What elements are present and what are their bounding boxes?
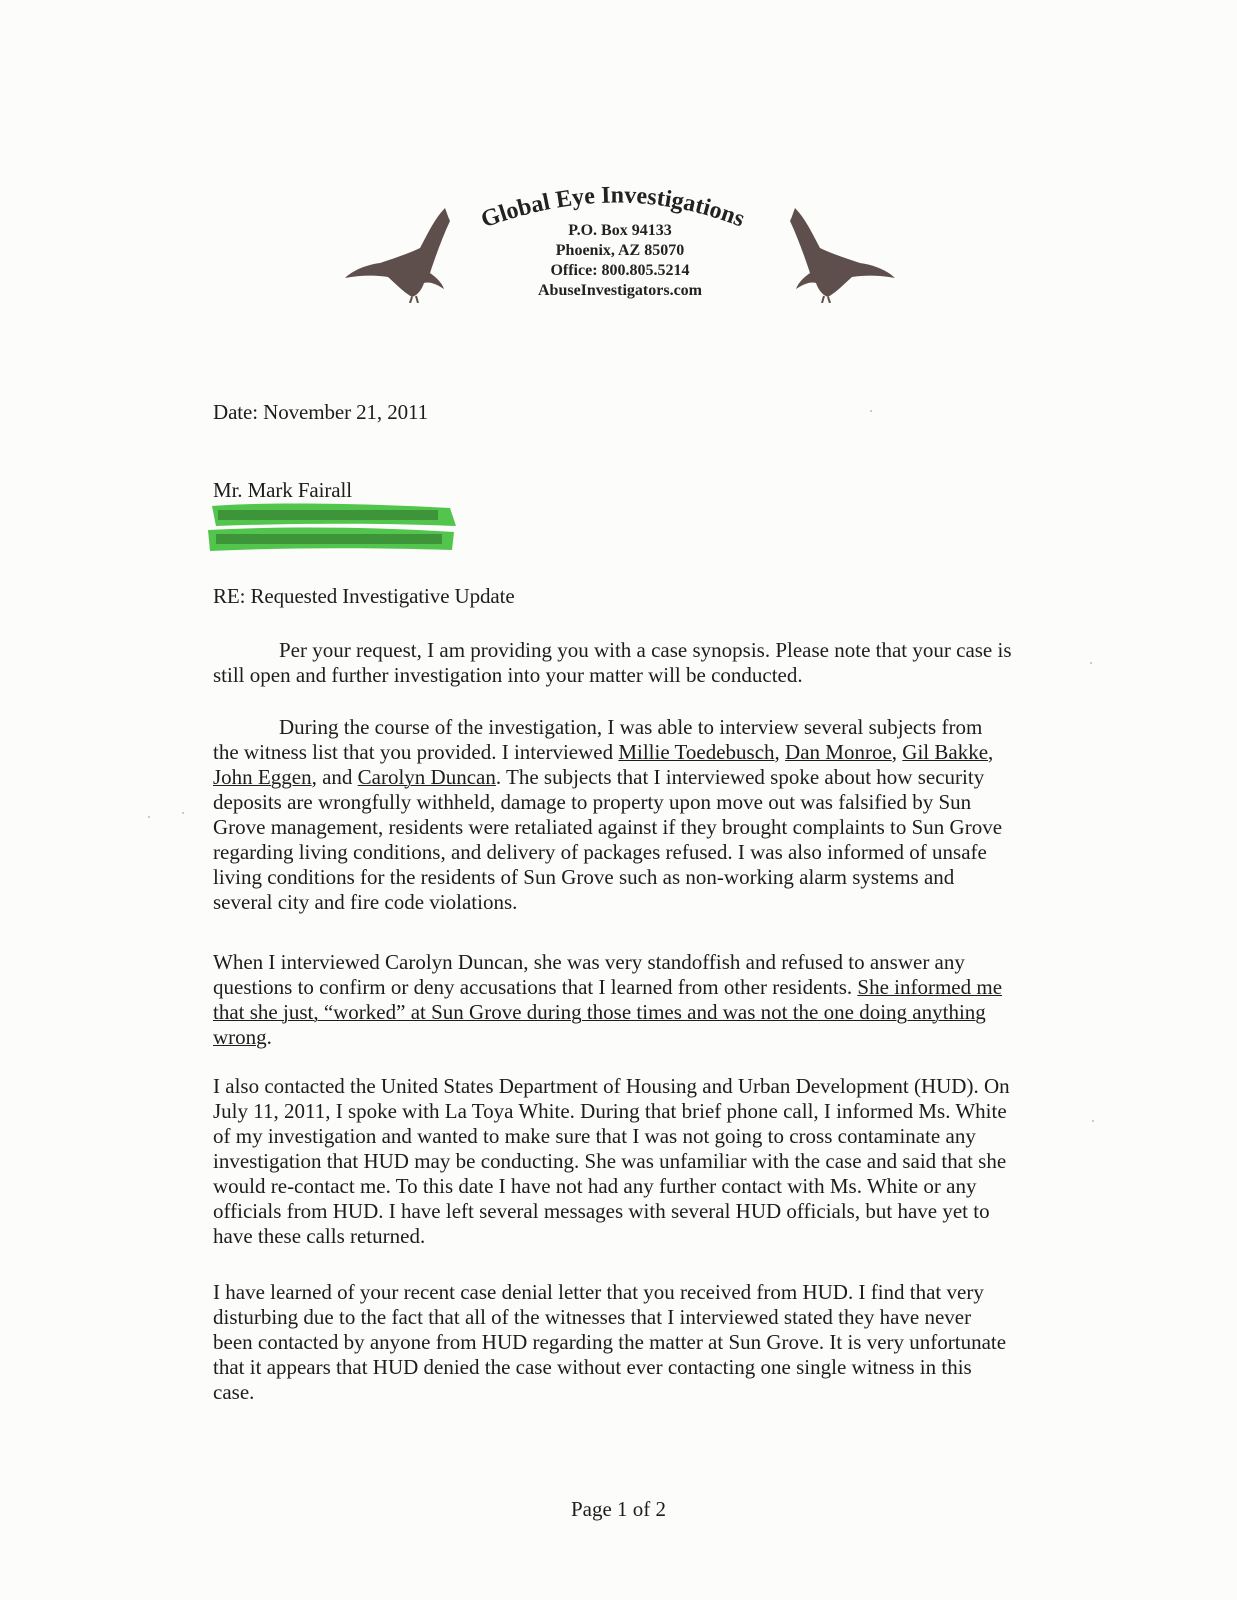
- witness-name: John Eggen: [213, 765, 312, 789]
- scan-speck: [148, 816, 150, 818]
- po-box: P.O. Box 94133: [568, 222, 672, 239]
- office-phone: Office: 800.805.5214: [550, 262, 690, 279]
- underlined-quote: She informed me that she just, “worked” at Sun Grove during those times and was not the one doing anything wrong: [213, 975, 1003, 1049]
- paragraph-2: During the course of the investigation, I was able to interview several subjects from the witness list that you provided. I interviewed Millie Toedebusch, Dan Monroe, Gil Bakke, John Eggen, and Carolyn Duncan. The subjects that I interviewed spoke about how security deposits are wrongfully withheld, damage to property upon move out was falsified by Sun Grove management, residents were retaliated against if they brought complaints to Sun Grove regarding living conditions, and delivery of packages refused. I was also informed of unsafe living conditions for the residents of Sun Grove such as non-working alarm systems and several city and fire code violations.: [213, 715, 1003, 914]
- witness-name: Gil Bakke: [902, 740, 989, 764]
- redacted-address: [206, 500, 460, 554]
- subject-line: RE: Requested Investigative Update: [213, 584, 515, 608]
- eagle-right-icon: [780, 203, 900, 303]
- witness-name: Dan Monroe: [785, 740, 892, 764]
- page-number: Page 1 of 2: [570, 1497, 667, 1521]
- witness-name: Carolyn Duncan: [357, 765, 496, 789]
- letterhead: [340, 185, 900, 315]
- website: AbuseInvestigators.com: [538, 282, 702, 299]
- paragraph-4: I also contacted the United States Department of Housing and Urban Development (HUD). On July 11, 2011, I spoke with La Toya White. During that brief phone call, I informed Ms. White of my investigation and wanted to make sure that I was not going to cross contaminate any investigation that HUD may be conducting. She was unfamiliar with the case and said that she would re-contact me. To this date I have not had any further contact with Ms. White or any officials from HUD. I have left several messages with several HUD officials, but have yet to have these calls returned.: [213, 1074, 1010, 1248]
- city-line: Phoenix, AZ 85070: [555, 242, 685, 259]
- recipient-name: Mr. Mark Fairall: [213, 478, 352, 502]
- scan-speck: [1092, 1120, 1094, 1122]
- witness-name: Millie Toedebusch: [618, 740, 775, 764]
- letter-date: Date: November 21, 2011: [213, 400, 429, 424]
- scan-speck: [1090, 662, 1092, 664]
- paragraph-5: I have learned of your recent case denial letter that you received from HUD. I find that very disturbing due to the fact that all of the witnesses that I interviewed stated they have never been contacted by anyone from HUD regarding the matter at Sun Grove. It is very unfortunate that it appears that HUD denied the case without ever contacting one single witness in this case.: [213, 1280, 1007, 1404]
- paragraph-3: When I interviewed Carolyn Duncan, she was very standoffish and refused to answer any questions to confirm or deny accusations that I learned from other residents. She informed me that she just, “worked” at Sun Grove during those times and was not the one doing anything wrong.: [213, 950, 1003, 1049]
- eagle-left-icon: [340, 203, 460, 303]
- scan-speck: [182, 812, 184, 814]
- scan-speck: [870, 410, 872, 412]
- svg-text:Global Eye Investigations: Global Eye Investigations: [477, 185, 749, 234]
- paragraph-1: Per your request, I am providing you with a case synopsis. Please note that your case is still open and further investigation into your matter will be conducted.: [213, 638, 1012, 687]
